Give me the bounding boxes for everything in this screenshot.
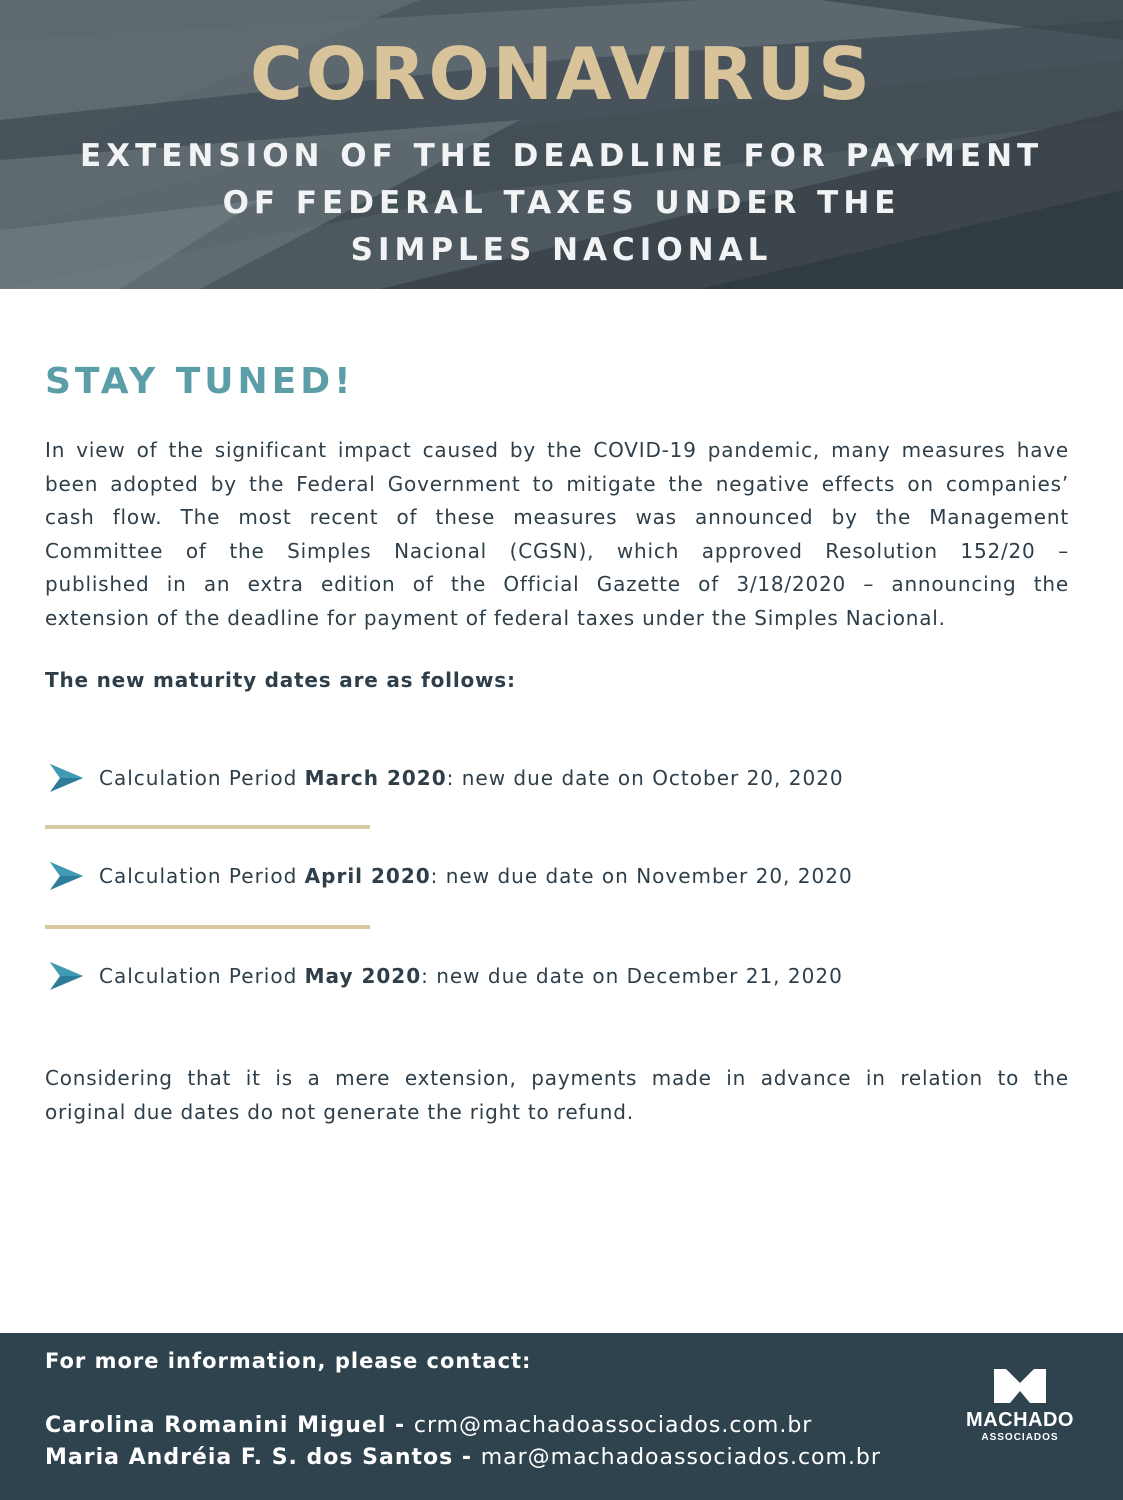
contact-label: For more information, please contact:: [45, 1349, 532, 1373]
arrow-bullet-icon: [50, 962, 83, 990]
intro-line: Committee of the Simples Nacional (CGSN), which approved Resolution 152/20 –: [45, 538, 1069, 563]
logo-line-1: MACHADO: [966, 1409, 1074, 1431]
divider: [45, 825, 370, 829]
due-date-item-april: [50, 860, 853, 892]
due-date-item-march: [50, 762, 844, 794]
contact-name: Maria Andréia F. S. dos Santos -: [45, 1445, 481, 1470]
page-title: CORONAVIRUS: [249, 32, 874, 116]
section-heading: STAY TUNED!: [45, 361, 355, 402]
contact-row: [45, 1445, 881, 1470]
subtitle-line: SIMPLES NACIONAL: [350, 232, 773, 268]
closing-line: original due dates do not generate the right to refund.: [45, 1099, 634, 1124]
due-date-text: Calculation Period May 2020: new due date on December 21, 2020: [99, 964, 843, 988]
due-date-text: Calculation Period March 2020: new due date on October 20, 2020: [99, 766, 844, 790]
period-label: May 2020: [304, 964, 422, 988]
contact-name: Carolina Romanini Miguel -: [45, 1413, 414, 1438]
intro-line: cash flow. The most recent of these measures was announced by the Management: [45, 505, 1069, 529]
intro-line: been adopted by the Federal Government to mitigate the negative effects on companies’: [45, 471, 1069, 496]
arrow-bullet-icon: [50, 862, 83, 890]
intro-line: In view of the significant impact caused by the COVID-19 pandemic, many measures have: [45, 438, 1069, 462]
period-label: March 2020: [304, 766, 447, 790]
subtitle-line: OF FEDERAL TAXES UNDER THE: [222, 185, 901, 221]
list-lead: The new maturity dates are as follows:: [45, 668, 516, 692]
contact-email[interactable]: mar@machadoassociados.com.br: [480, 1445, 881, 1470]
page-subtitle: [80, 133, 1043, 274]
intro-paragraph: [45, 434, 1069, 635]
subtitle-line: EXTENSION OF THE DEADLINE FOR PAYMENT: [80, 138, 1044, 174]
intro-line: extension of the deadline for payment of federal taxes under the Simples Nacional.: [45, 605, 946, 630]
period-label: April 2020: [304, 864, 431, 888]
due-date-item-may: [50, 960, 843, 992]
arrow-bullet-icon: [50, 764, 83, 792]
machado-m-icon: [994, 1369, 1046, 1403]
contact-row: [45, 1413, 812, 1438]
closing-line: Considering that it is a mere extension, payments made in advance in relation to the: [45, 1066, 1069, 1090]
footer: [0, 1333, 1123, 1500]
company-logo: [955, 1369, 1085, 1445]
header-banner: [0, 0, 1123, 289]
contact-email[interactable]: crm@machadoassociados.com.br: [413, 1413, 813, 1438]
intro-line: published in an extra edition of the Official Gazette of 3/18/2020 – announcing the: [45, 572, 1069, 596]
divider: [45, 925, 370, 929]
due-date-text: Calculation Period April 2020: new due date on November 20, 2020: [99, 864, 853, 888]
logo-line-2: ASSOCIADOS: [981, 1432, 1059, 1443]
closing-paragraph: [45, 1062, 1069, 1129]
